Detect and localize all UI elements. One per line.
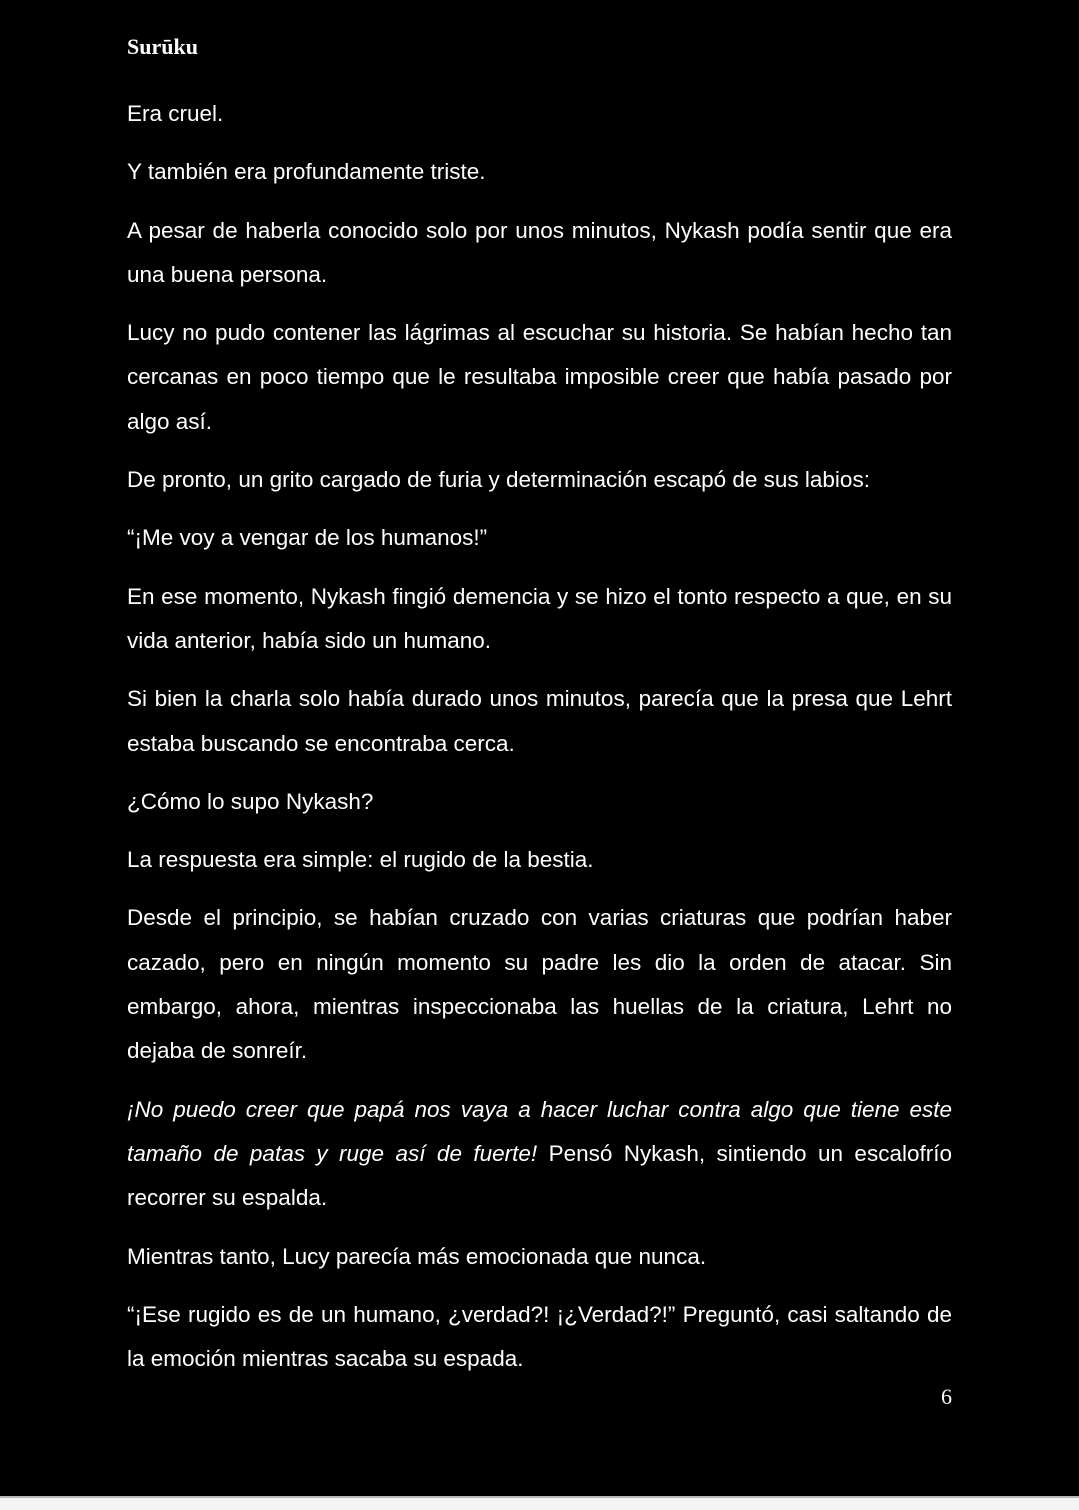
- paragraph: Era cruel.: [127, 101, 224, 126]
- paragraph: “¡Me voy a vengar de los humanos!”: [127, 525, 488, 551]
- paragraph: Y también era profundamente triste.: [127, 159, 486, 185]
- paragraph: La respuesta era simple: el rugido de la bestia.: [127, 847, 594, 873]
- paragraph: “¡Ese rugido es de un humano, ¿verdad?! ¡¿Verdad?!” Preguntó, casi saltando de la emoción mientras sacaba su espada.: [127, 1301, 952, 1372]
- paragraph: A pesar de haberla conocido solo por unos minutos, Nykash podía sentir que era una buena persona.: [127, 217, 952, 287]
- paragraph-text: Pensó Nykash, sintiendo un escalofrío recorrer su espalda.: [127, 1140, 952, 1211]
- paragraph: Si bien la charla solo había durado unos minutos, parecía que la presa que Lehrt estaba buscando se encontraba cerca.: [127, 686, 952, 756]
- body-text: [127, 92, 952, 1395]
- paragraph: ¿Cómo lo supo Nykash?: [127, 788, 374, 814]
- paragraph: En ese momento, Nykash fingió demencia y se hizo el tonto respecto a que, en su vida anterior, había sido un humano.: [127, 583, 952, 653]
- paragraph: Desde el principio, se habían cruzado con varias criaturas que podrían haber cazado, pero en ningún momento su padre les dio la orden de atacar. Sin embargo, ahora, mientras inspeccionaba las huellas de la criatura, Lehrt no dejaba de sonreír.: [127, 905, 952, 1064]
- paragraph: Mientras tanto, Lucy parecía más emocionada que nunca.: [127, 1243, 707, 1269]
- paragraph: Lucy no pudo contener las lágrimas al escuchar su historia. Se habían hecho tan cercanas en poco tiempo que le resultaba imposible creer que había pasado por algo así.: [127, 320, 952, 434]
- paragraph: De pronto, un grito cargado de furia y determinación escapó de sus labios:: [127, 467, 870, 493]
- paragraph-with-thought: [127, 1088, 952, 1221]
- page-number: 6: [941, 1384, 952, 1409]
- running-header: Surūku: [127, 34, 198, 59]
- inner-thought: ¡No puedo creer que papá nos vaya a hacer luchar contra algo que tiene este tamaño de patas y ruge así de fuerte!: [127, 1096, 952, 1166]
